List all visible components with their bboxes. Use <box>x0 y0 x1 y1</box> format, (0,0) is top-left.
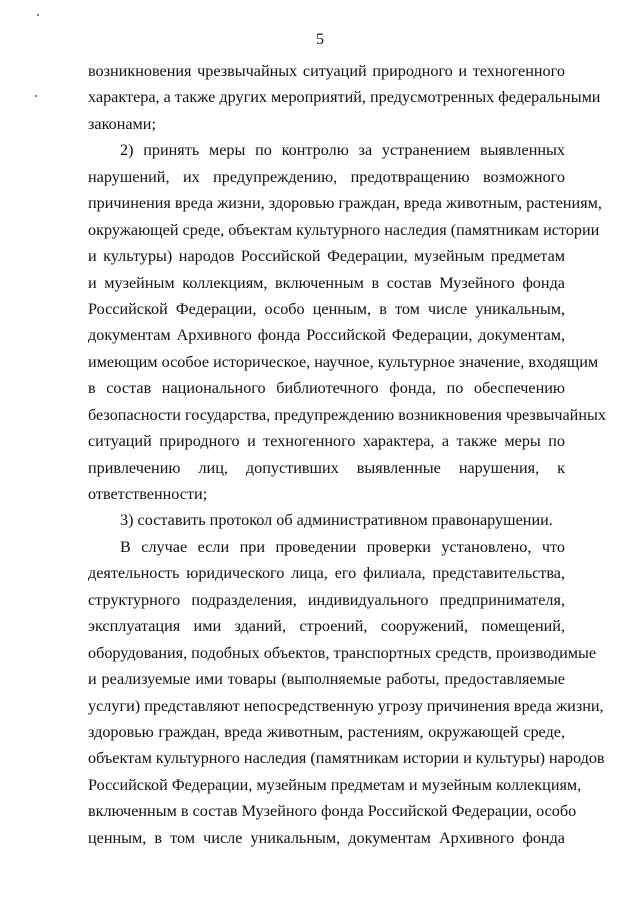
text-line: документам Архивного фонда Российской Федерации, документам, <box>88 326 565 345</box>
text-line: Российской Федерации, музейным предметам и музейным коллекциям, <box>88 775 582 794</box>
text-line: 3) составить протокол об административном правонарушении. <box>120 511 553 530</box>
text-line: в состав национального библиотечного фонда, по обеспечению <box>88 379 565 398</box>
text-line: эксплуатация ими зданий, строений, сооружений, помещений, <box>88 617 565 636</box>
text-line: В случае если при проведении проверки установлено, что <box>120 537 565 556</box>
text-line: ситуаций природного и техногенного характера, а также меры по <box>88 432 565 451</box>
text-line: нарушений, их предупреждению, предотвращению возможного <box>88 167 565 186</box>
text-line: услуги) представляют непосредственную угрозу причинения вреда жизни, <box>88 696 604 715</box>
text-line: деятельность юридического лица, его филиала, представительства, <box>88 564 565 583</box>
text-line: здоровью граждан, вреда животным, растениям, окружающей среде, <box>88 722 565 741</box>
text-line: ответственности; <box>88 485 208 503</box>
text-line: Российской Федерации, особо ценным, в том числе уникальным, <box>88 299 565 318</box>
scan-artifact <box>35 95 37 97</box>
text-line: законами; <box>88 114 156 133</box>
scan-artifact <box>37 14 39 16</box>
text-line: структурного подразделения, индивидуального предпринимателя, <box>88 590 565 609</box>
document-body <box>88 58 606 851</box>
text-line: включенным в состав Музейного фонда Российской Федерации, особо <box>88 802 577 821</box>
text-line: и музейным коллекциям, включенным в состав Музейного фонда <box>88 273 565 292</box>
text-line: 2) принять меры по контролю за устранением выявленных <box>120 141 565 160</box>
text-line: безопасности государства, предупреждению возникновения чрезвычайных <box>88 405 606 424</box>
text-line: возникновения чрезвычайных ситуаций природного и техногенного <box>88 62 565 80</box>
text-line: привлечению лиц, допустивших выявленные нарушения, к <box>88 458 565 477</box>
text-line: и культуры) народов Российской Федерации, музейным предметам <box>88 247 565 266</box>
text-line: ценным, в том числе уникальным, документам Архивного фонда <box>88 828 565 847</box>
text-line: характера, а также других мероприятий, предусмотренных федеральными <box>88 88 601 107</box>
text-line: причинения вреда жизни, здоровью граждан, вреда животным, растениям, <box>88 194 602 213</box>
text-line: имеющим особое историческое, научное, культурное значение, входящим <box>88 352 599 371</box>
text-line: объектам культурного наследия (памятникам истории и культуры) народов <box>88 749 605 768</box>
page-number: 5 <box>316 31 324 48</box>
text-line: оборудования, подобных объектов, транспортных средств, производимые <box>88 643 597 662</box>
text-line: и реализуемые ими товары (выполняемые работы, предоставляемые <box>88 670 565 689</box>
text-line: окружающей среде, объектам культурного наследия (памятникам истории <box>88 220 600 239</box>
